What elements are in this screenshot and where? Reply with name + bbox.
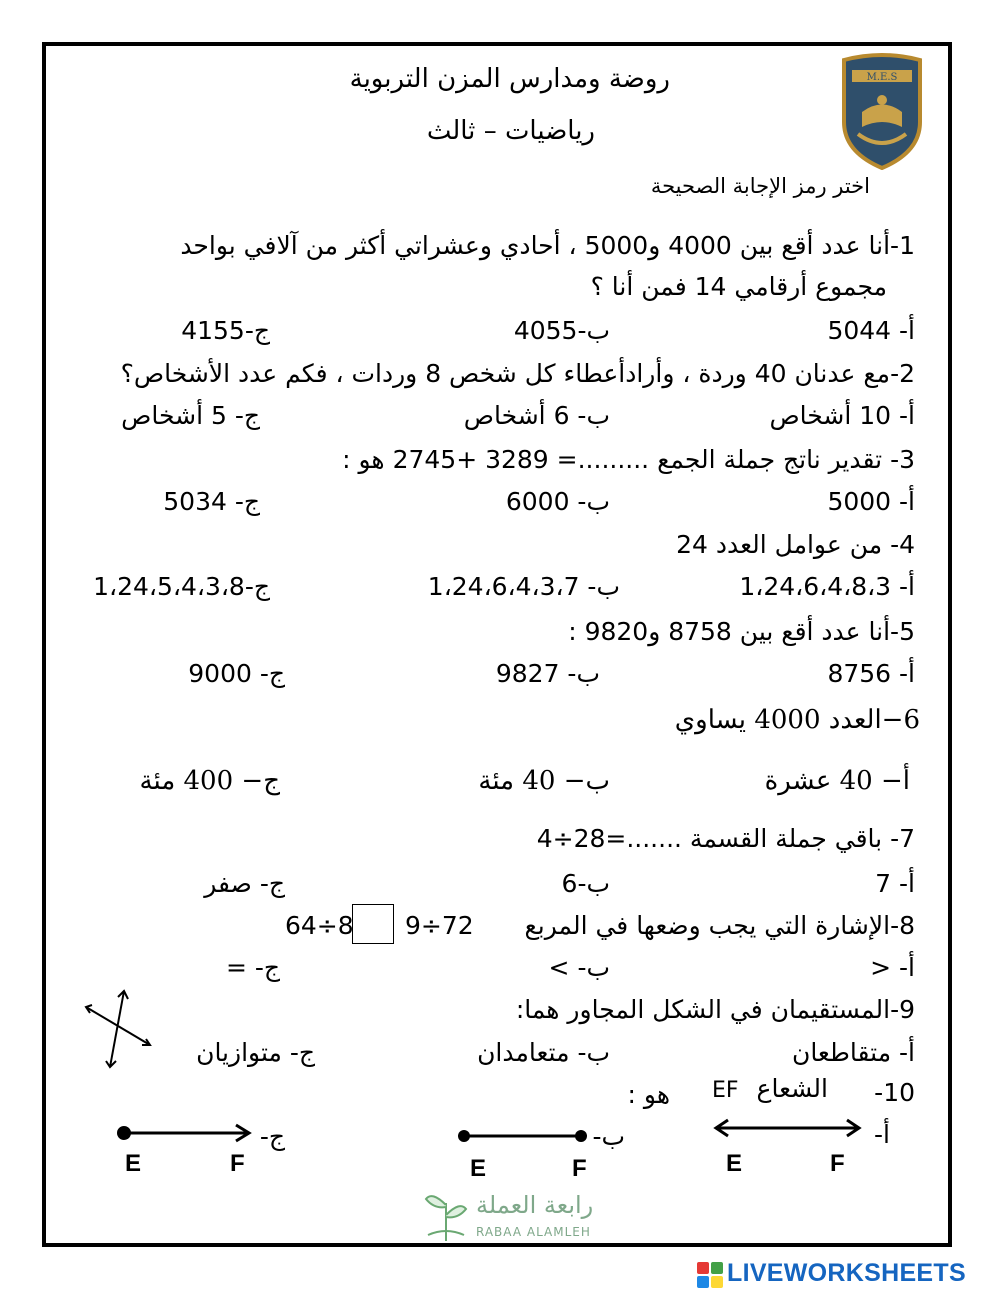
watermark-latin: RABAA ALAMLEH bbox=[476, 1225, 591, 1239]
question-8: 8-الإشارة التي يجب وضعها في المربع bbox=[524, 911, 915, 940]
answer-box[interactable] bbox=[352, 904, 394, 944]
q6-option-c[interactable]: ج− 400 مئة bbox=[139, 766, 280, 796]
plant-watermark-icon bbox=[420, 1185, 472, 1243]
q5-option-a[interactable]: أ- 8756 bbox=[827, 659, 915, 688]
q3-option-c[interactable]: ج- 5034 bbox=[163, 487, 260, 516]
liveworksheets-logo-icon bbox=[697, 1262, 723, 1288]
q2-option-a[interactable]: أ- 10 أشخاص bbox=[769, 401, 915, 430]
q8-right-expression: 64÷8 bbox=[285, 911, 354, 940]
logo-text: M.E.S bbox=[866, 72, 898, 83]
subject-title: رياضيات – ثالث bbox=[426, 116, 595, 146]
q10-option-a[interactable]: أ- bbox=[874, 1120, 890, 1149]
ray-b-point-e: E bbox=[470, 1155, 487, 1182]
q9-option-b[interactable]: ب- متعامدان bbox=[477, 1038, 610, 1067]
q2-option-b[interactable]: ب- 6 أشخاص bbox=[463, 401, 610, 430]
q7-option-a[interactable]: أ- 7 bbox=[875, 869, 915, 898]
q4-option-a[interactable]: أ- 1،24،6،4،8،3 bbox=[739, 572, 915, 601]
q9-option-c[interactable]: ج- متوازيان bbox=[196, 1038, 315, 1067]
question-1-line-2: مجموع أرقامي 14 فمن أنا ؟ bbox=[590, 272, 887, 301]
question-10-number: 10- bbox=[874, 1078, 915, 1107]
school-name: روضة ومدارس المزن التربوية bbox=[349, 64, 670, 94]
q1-option-c[interactable]: ج-4155 bbox=[181, 316, 270, 345]
q5-option-b[interactable]: ب- 9827 bbox=[495, 659, 600, 688]
ray-a-point-f: F bbox=[830, 1150, 845, 1177]
footer-bar bbox=[0, 1258, 1000, 1291]
instruction: اختر رمز الإجابة الصحيحة bbox=[650, 174, 870, 198]
question-4: 4- من عوامل العدد 24 bbox=[676, 530, 915, 559]
q3-option-b[interactable]: ب- 6000 bbox=[505, 487, 610, 516]
ray-b-point-f: F bbox=[572, 1155, 587, 1182]
q3-option-a[interactable]: أ- 5000 bbox=[827, 487, 915, 516]
q7-option-b[interactable]: ب-6 bbox=[561, 869, 610, 898]
question-5: 5-أنا عدد أقع بين 8758 و9820 : bbox=[568, 617, 915, 646]
question-10-ray-name: EF bbox=[712, 1078, 739, 1103]
watermark-arabic: رابعة العملة bbox=[476, 1191, 594, 1219]
q9-option-a[interactable]: أ- متقاطعان bbox=[791, 1038, 915, 1067]
question-2: 2-مع عدنان 40 وردة ، وأرادأعطاء كل شخص 8 وردات ، فكم عدد الأشخاص؟ bbox=[120, 359, 915, 388]
q2-option-c[interactable]: ج- 5 أشخاص bbox=[121, 401, 260, 430]
school-logo bbox=[842, 52, 922, 170]
liveworksheets-brand[interactable]: LIVEWORKSHEETS bbox=[727, 1259, 966, 1287]
q5-option-c[interactable]: ج- 9000 bbox=[188, 659, 285, 688]
ray-figure-a bbox=[710, 1115, 865, 1141]
question-10-tail: هو : bbox=[627, 1080, 670, 1109]
intersecting-lines-figure bbox=[80, 985, 160, 1075]
ray-figure-b bbox=[455, 1126, 590, 1146]
q6-option-a[interactable]: أ− 40 عشرة bbox=[764, 766, 910, 796]
q8-option-b[interactable]: ب- > bbox=[548, 953, 610, 982]
ray-c-point-e: E bbox=[125, 1150, 142, 1177]
q8-left-expression: 9÷72 bbox=[405, 911, 474, 940]
ray-c-point-f: F bbox=[230, 1150, 245, 1177]
q1-option-a[interactable]: أ- 5044 bbox=[827, 316, 915, 345]
q7-option-c[interactable]: ج- صفر bbox=[204, 869, 285, 898]
ray-a-point-e: E bbox=[726, 1150, 743, 1177]
question-9: 9-المستقيمان في الشكل المجاور هما: bbox=[515, 995, 915, 1024]
q8-option-c[interactable]: ج- = bbox=[225, 953, 280, 982]
q10-option-c[interactable]: ج- bbox=[259, 1122, 285, 1151]
q1-option-b[interactable]: ب-4055 bbox=[513, 316, 610, 345]
q6-option-b[interactable]: ب− 40 مئة bbox=[478, 766, 610, 796]
question-1-line-1: 1-أنا عدد أقع بين 4000 و5000 ، أحادي وعشراتي أكثر من آلافي بواحد bbox=[180, 231, 915, 260]
ray-figure-c bbox=[112, 1121, 257, 1145]
q4-option-b[interactable]: ب- 1،24،6،4،3،7 bbox=[427, 572, 620, 601]
q4-option-c[interactable]: ج-1،24،5،4،3،8 bbox=[93, 572, 270, 601]
question-7: 7- باقي جملة القسمة .......=28÷4 bbox=[536, 824, 915, 853]
question-6: 6−العدد 4000 يساوي bbox=[674, 705, 920, 735]
q10-option-b[interactable]: ب- bbox=[592, 1122, 625, 1151]
q8-option-a[interactable]: أ- < bbox=[870, 953, 915, 982]
question-10-ray-word: الشعاع bbox=[756, 1074, 828, 1103]
question-3: 3- تقدير ناتج جملة الجمع .........= 3289 +2745 هو : bbox=[342, 445, 915, 474]
